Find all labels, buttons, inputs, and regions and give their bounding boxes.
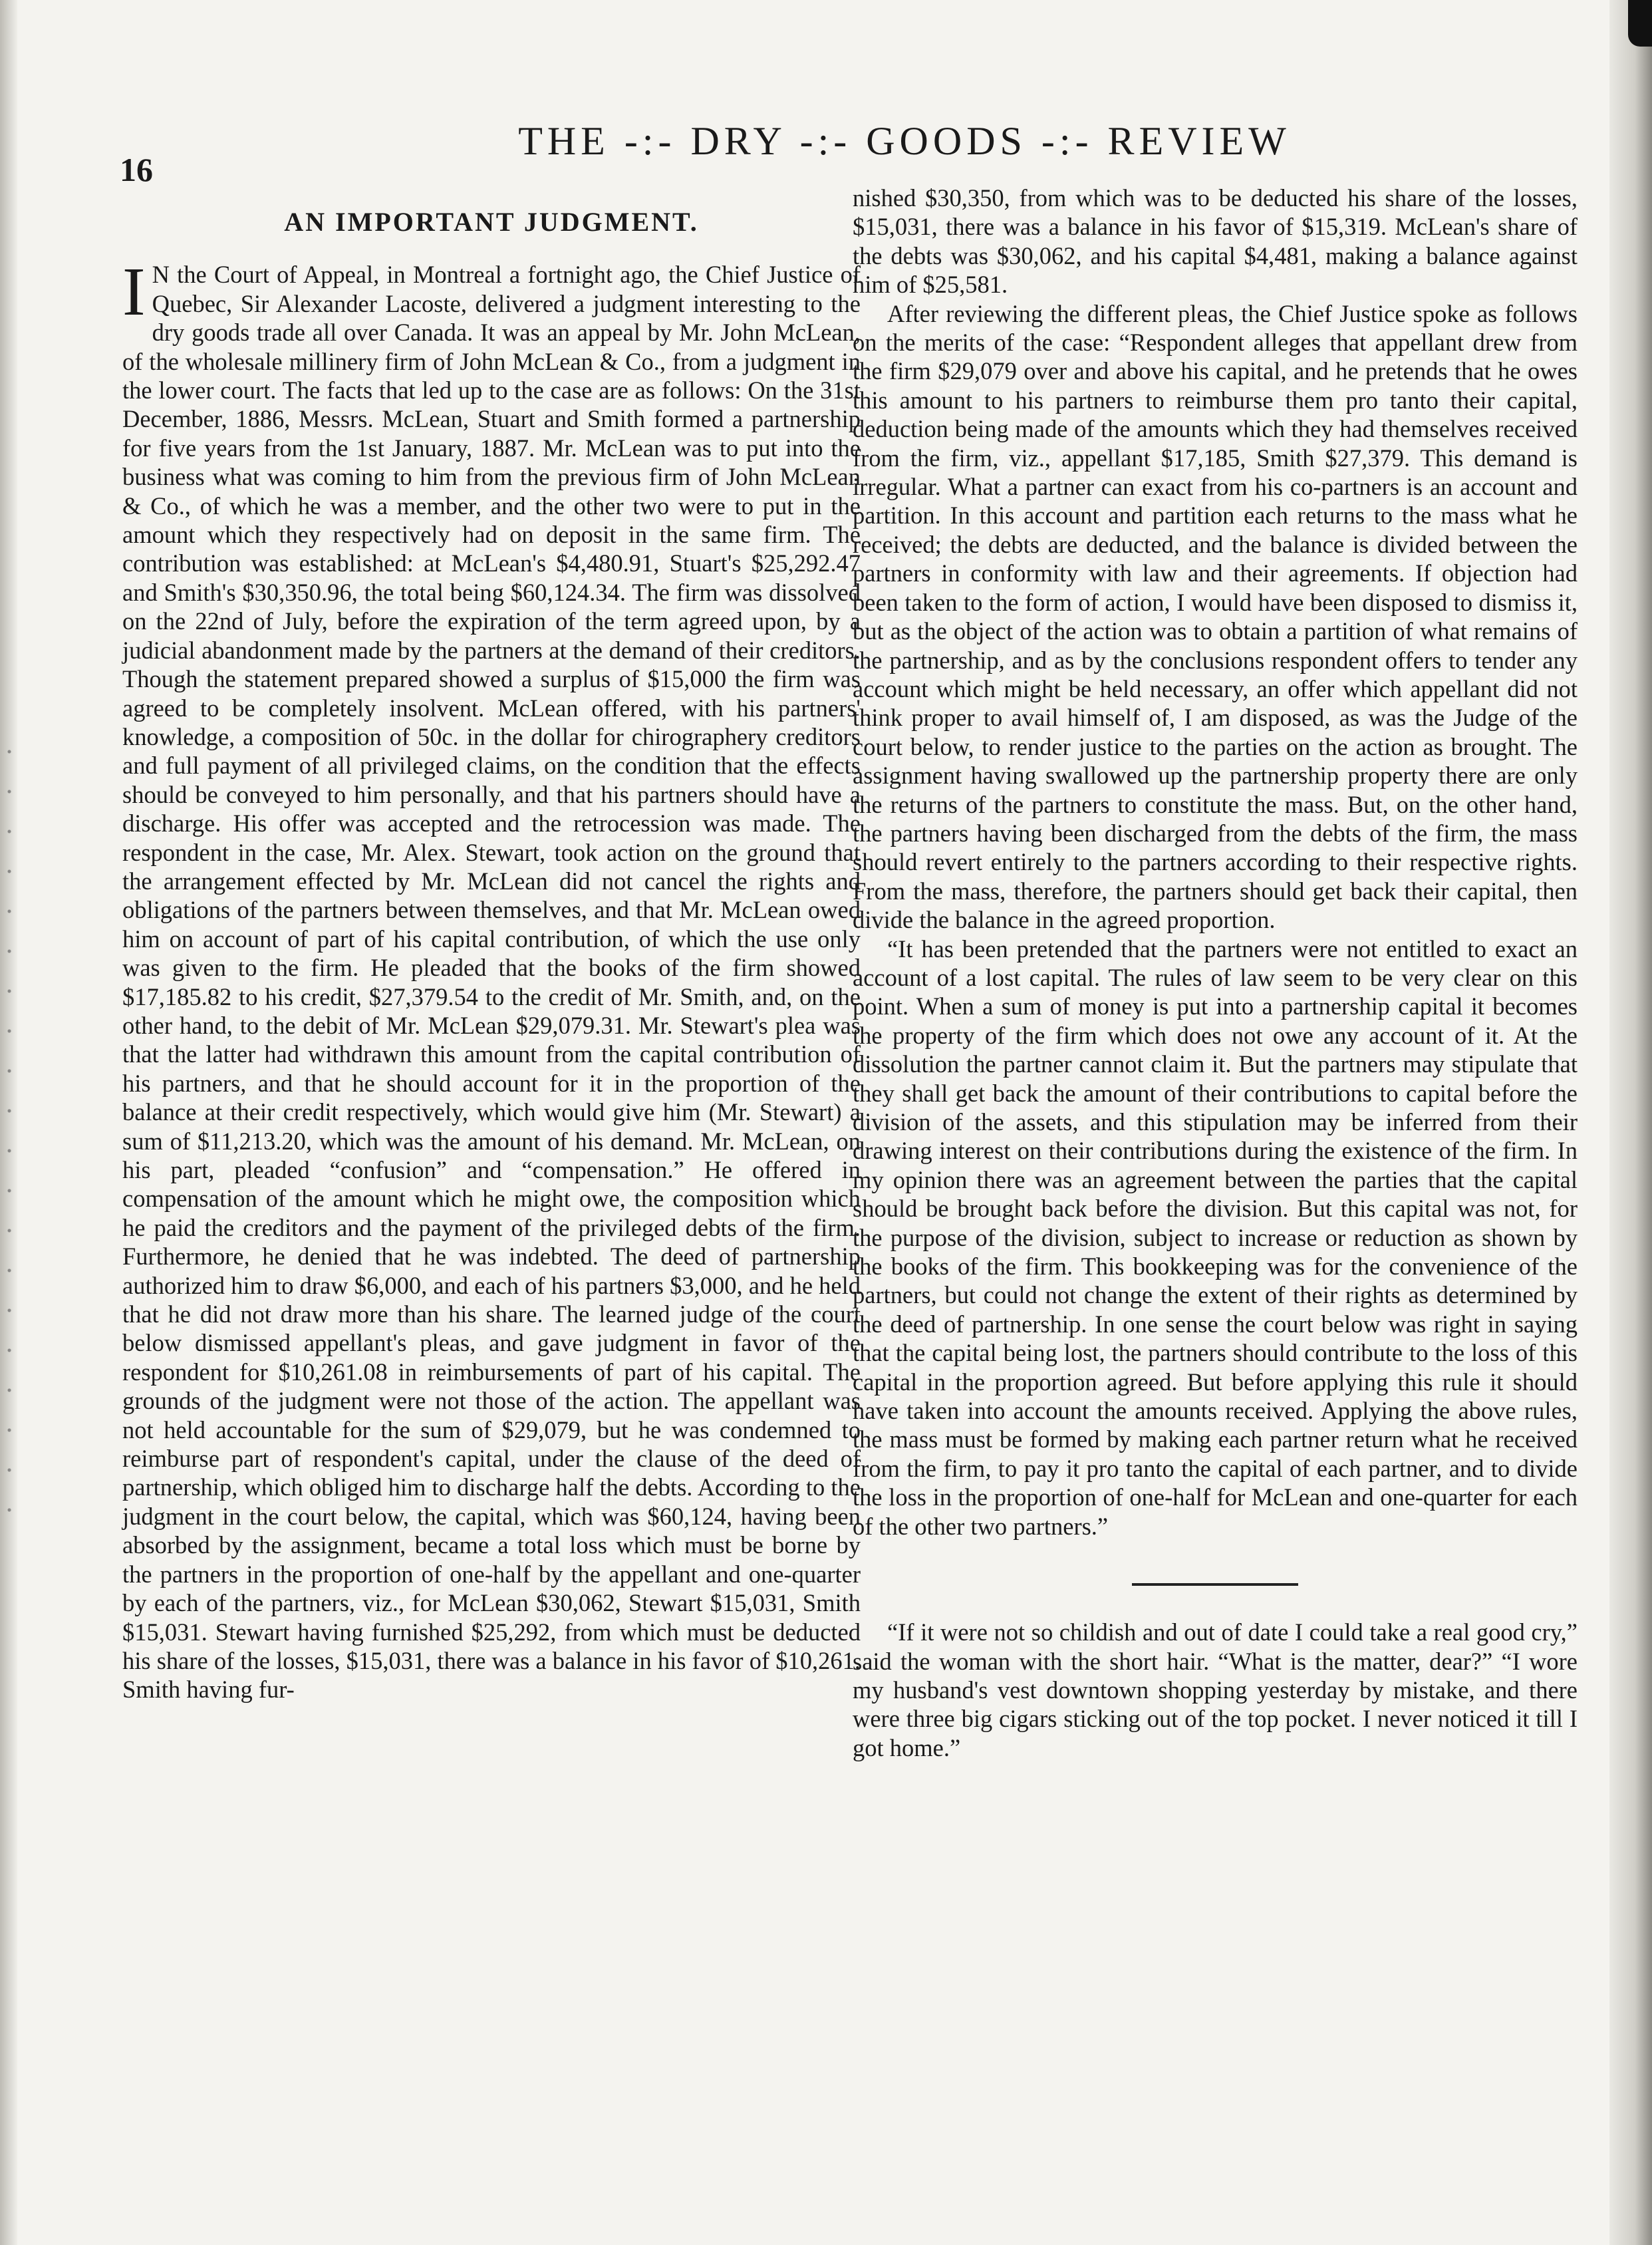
article-paragraph: nished $30,350, from which was to be deducted his share of the losses, $15,031, there was a balance in his favor of $15,319. McLean's share of the debts was $30,062, and his capital $4,481, making a balance against him of $25,581.	[853, 184, 1578, 299]
anecdote-paragraph: “If it were not so childish and out of date I could take a real good cry,” said the woman with the short hair. “What is the matter, dear?” “I wore my husband's vest downtown shopping yesterday by mistake, and there were three big cigars sticking out of the top pocket. I never noticed it till I got home.”	[853, 1618, 1578, 1761]
article-paragraph: “It has been pretended that the partners were not entitled to exact an account of a lost capital. The rules of law seem to be very clear on this point. When a sum of money is put into a partnership capital it becomes the property of the firm which does not owe any account of it. At the dissolution the partner cannot claim it. But the partners may stipulate that they shall get back the amount of their contributions to capital before the division of the assets, and this stipulation may be inferred from their drawing interest on their contributions during the existence of the firm. In my opinion there was an agreement between the parties that the capital should be brought back before the division. But this capital was not, for the purpose of the division, subject to increase or reduction as shown by the books of the firm. This bookkeeping was for the convenience of the partners, but could not change the extent of their rights as determined by the deed of partnership. In one sense the court below was right in saying that the capital being lost, the partners should contribute to the loss of this capital in the proportion agreed. But before applying this rule it should have taken into account the amounts received. Applying the above rules, the mass must be formed by making each partner return what he received from the firm, to pay it pro tanto the capital of each partner, and to divide the loss in the proportion of one-half for McLean and one-quarter for each of the other two partners.”	[853, 935, 1578, 1540]
article-title: AN IMPORTANT JUDGMENT.	[284, 207, 699, 237]
scan-corner-mark	[1628, 0, 1652, 47]
binding-holes	[3, 732, 16, 1530]
right-column	[853, 184, 1578, 1762]
left-column	[122, 196, 861, 1704]
section-divider	[1132, 1583, 1298, 1586]
article-paragraph: IN the Court of Appeal, in Montreal a fortnight ago, the Chief Justice of Quebec, Sir Alexander Lacoste, delivered a judgment interesting to the dry goods trade all over Canada. It was an appeal by Mr. John McLean, of the wholesale millinery firm of John McLean & Co., from a judgment in the lower court. The facts that led up to the case are as follows: On the 31st December, 1886, Messrs. McLean, Stuart and Smith formed a partnership for five years from the 1st January, 1887. Mr. McLean was to put into the business what was coming to him from the previous firm of John McLean & Co., of which he was a member, and the other two were to put in the amount which they respectively had on deposit in the same firm. The contribution was established: at McLean's $4,480.91, Stuart's $25,292.47 and Smith's $30,350.96, the total being $60,124.34. The firm was dissolved on the 22nd of July, before the expiration of the term agreed upon, by a judicial abandonment made by the partners at the demand of their creditors. Though the statement prepared showed a surplus of $15,000 the firm was agreed to be completely insolvent. McLean offered, with his partners' knowledge, a composition of 50c. in the dollar for chirographery creditors and full payment of all privileged claims, on the condition that the effects should be conveyed to him personally, and that his partners should have a discharge. His offer was accepted and the retrocession was made. The respondent in the case, Mr. Alex. Stewart, took action on the ground that the arrangement effected by Mr. McLean did not cancel the rights and obligations of the partners between themselves, and that Mr. McLean owed him on account of part of his capital contribution, of which the use only was given to the firm. He pleaded that the books of the firm showed $17,185.82 to his credit, $27,379.54 to the credit of Mr. Smith, and, on the other hand, to the debit of Mr. McLean $29,079.31. Mr. Stewart's plea was that the latter had withdrawn this amount from the capital contribution of his partners, and that he should account for it in the proportion of the balance at their credit respectively, which would give him (Mr. Stewart) a sum of $11,213.20, which was the amount of his demand. Mr. McLean, on his part, pleaded “confusion” and “compensation.” He offered in compensation of the amount which he might owe, the composition which he paid the creditors and the payment of the privileged debts of the firm. Furthermore, he denied that he was indebted. The deed of partnership authorized him to draw $6,000, and each of his partners $3,000, and he held that he did not draw more than his share. The learned judge of the court below dismissed appellant's pleas, and gave judgment in favor of the respondent for $10,261.08 in reimbursements of part of his capital. The grounds of the judgment were not those of the action. The appellant was not held accountable for the sum of $29,079, but he was condemned to reimburse part of respondent's capital, under the clause of the deed of partnership, which obliged him to discharge half the debts. According to the judgment in the court below, the capital, which was $60,124, having been absorbed by the assignment, became a total loss which must be borne by the partners in the proportion of one-half by the appellant and one-quarter by each of the partners, viz., for McLean $30,062, Stewart $15,031, Smith $15,031. Stewart having furnished $25,292, from which must be deducted his share of the losses, $15,031, there was a balance in his favor of $10,261. Smith having fur-	[122, 253, 861, 1704]
page-header	[120, 112, 1570, 188]
article-paragraph: After reviewing the different pleas, the Chief Justice spoke as follows on the merits of the case: “Respondent alleges that appellant drew from the firm $29,079 over and above his capital, and he pretends that he owes this amount to his partners to reimburse them pro tanto their capital, deduction being made of the amounts which they had themselves received from the firm, viz., appellant $17,185, Smith $27,379. This demand is irregular. What a partner can exact from his co-partners is an account and partition. In this account and partition each returns to the mass what he received; the debts are deducted, and the balance is divided between the partners in conformity with law and their agreements. If objection had been taken to the form of action, I would have been disposed to dismiss it, but as the object of the action was to obtain a partition of what remains of the partnership, and as by the conclusions respondent offers to tender any account which might be held necessary, an offer which appellant did not think proper to avail himself of, I am disposed, as was the Judge of the court below, to render justice to the parties on the action as brought. The assignment having swallowed up the partnership property there are only the returns of the partners to constitute the mass. But, on the other hand, the partners having been discharged from the debts of the firm, the mass should revert entirely to the partners according to their respective rights. From the mass, therefore, the partners should get back their capital, then divide the balance in the agreed proportion.	[853, 299, 1578, 934]
page-number: 16	[120, 151, 153, 188]
running-title: THE -:- DRY -:- GOODS -:- REVIEW	[518, 119, 1291, 163]
page-edge-shadow	[1609, 0, 1652, 2245]
